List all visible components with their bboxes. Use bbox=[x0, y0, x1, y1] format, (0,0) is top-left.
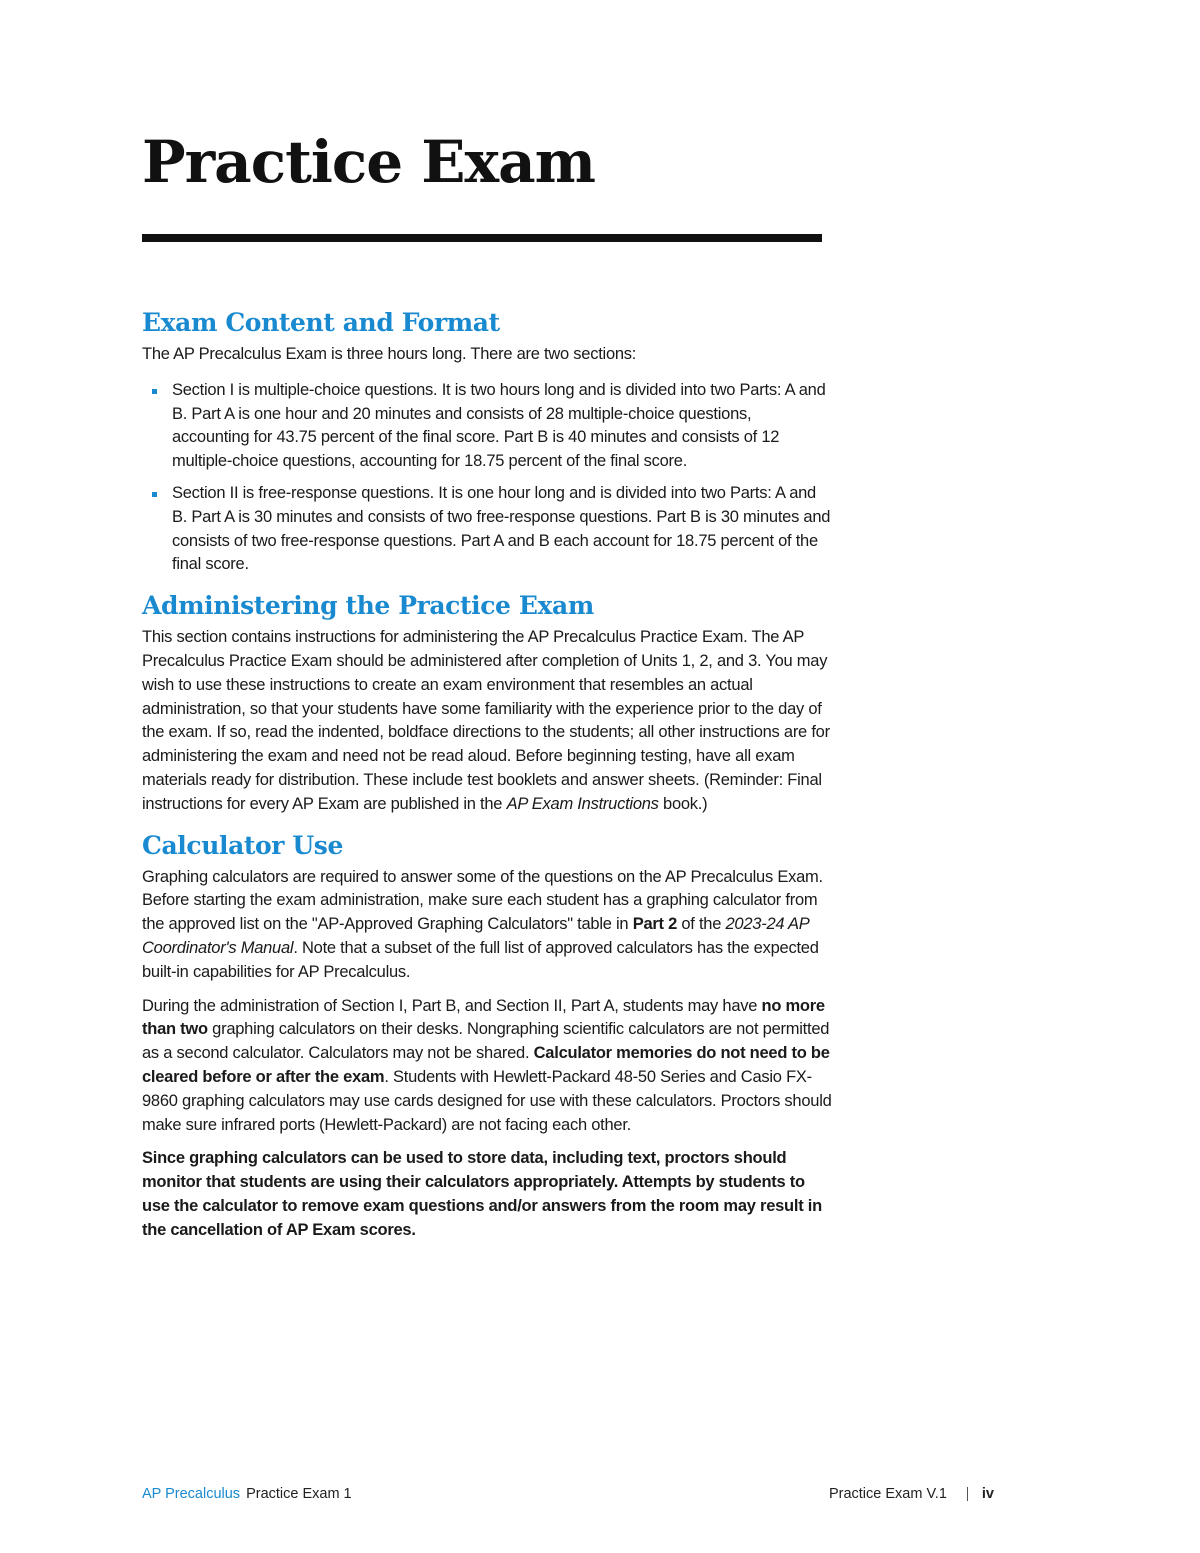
footer-doc: Practice Exam 1 bbox=[246, 1486, 352, 1502]
list-item bbox=[142, 482, 832, 577]
calculator-text: During the administration of Section I, Part B, and Section II, Part A, students may have bbox=[142, 996, 762, 1015]
list-item-text: Section I is multiple-choice questions. It is two hours long and is divided into two Parts: A and B. Part A is one hour and 20 minutes and consists of 28 multiple-choice questions, accounting for 43.75 percent of the final score. Part B is 40 minutes and consists of 12 multiple-choice questions, accounting for 18.75 percent of the final score. bbox=[172, 380, 826, 471]
heading-administering: Administering the Practice Exam bbox=[142, 591, 594, 621]
section-list bbox=[142, 379, 832, 577]
page-title: Practice Exam bbox=[142, 128, 596, 196]
page-number: iv bbox=[981, 1486, 994, 1502]
section-calculator bbox=[142, 831, 832, 1243]
bullet-icon bbox=[152, 389, 157, 394]
administering-text-end: book.) bbox=[658, 794, 708, 813]
heading-calculator: Calculator Use bbox=[142, 830, 343, 860]
calculator-text: . Note that a subset of the full list of approved calculators has the expected built-in capabilities for AP Precalculus. bbox=[142, 938, 819, 981]
list-item-text: Section II is free-response questions. It is one hour long and is divided into two Parts: A and B. Part A is 30 minutes and consists of two free-response questions. Part B is 30 minutes and consists of two free-response questions. Part A and B each account for 18.75 percent of the final score. bbox=[172, 483, 831, 574]
calculator-text: of the bbox=[677, 915, 726, 934]
calculator-warning: Since graphing calculators can be used to store data, including text, proctors should monitor that students are using their calculators appropriately. Attempts by students to use the calculator to remove exam questions and/or answers from the room may result in the cancellation of AP Exam scores. bbox=[142, 1149, 822, 1239]
instructions-book-title: AP Exam Instructions bbox=[506, 794, 659, 813]
calculator-text: graphing calculators on their desks. Nongraphing scientific calculators are not permitted as a second calculator. Calculators may not be shared. bbox=[142, 1020, 830, 1063]
bullet-icon bbox=[152, 492, 157, 497]
calculator-bold-memory: Calculator memories do not need to be cleared before or after the exam bbox=[142, 1044, 830, 1086]
calculator-paragraph-1 bbox=[142, 866, 832, 985]
footer-left bbox=[142, 1486, 352, 1502]
calculator-paragraph-3 bbox=[142, 1147, 832, 1242]
title-rule bbox=[142, 234, 822, 242]
coordinator-manual-title: 2023-24 AP Coordinator's Manual bbox=[142, 915, 809, 957]
calculator-text: Graphing calculators are required to answer some of the questions on the AP Precalculus Exam. Before starting the exam administration, make sure each student has a graphing calculator from the approved list on the "AP-Approved Graphing Calculators" table in bbox=[142, 867, 823, 934]
content-format-intro: The AP Precalculus Exam is three hours long. There are two sections: bbox=[142, 345, 637, 363]
list-item bbox=[142, 379, 832, 474]
footer-version: Practice Exam V.1 bbox=[828, 1486, 947, 1502]
footer-divider bbox=[967, 1487, 968, 1501]
calculator-bold-part: Part 2 bbox=[632, 915, 678, 934]
main-content bbox=[142, 308, 832, 1257]
section-content-format bbox=[142, 308, 832, 577]
footer-course: AP Precalculus bbox=[142, 1486, 241, 1502]
heading-content-format: Exam Content and Format bbox=[142, 308, 500, 337]
administering-text: This section contains instructions for administering the AP Precalculus Practice Exam. The AP Precalculus Practice Exam should be administered after completion of Units 1, 2, and 3. You may wish to use these instructions to create an exam environment that resembles an actual administration, so that your students have some familiarity with the experience prior to the day of the exam. If so, read the indented, boldface directions to the students; all other instructions are for administering the exam and need not be read aloud. Before beginning testing, have all exam materials ready for distribution. These include test booklets and answer sheets. (Reminder: Final instructions for every AP Exam are published in the bbox=[142, 628, 830, 813]
footer-right bbox=[829, 1486, 994, 1502]
section-administering bbox=[142, 591, 832, 816]
calculator-paragraph-2 bbox=[142, 995, 832, 1138]
calculator-text: . Students with Hewlett-Packard 48-50 Series and Casio FX-9860 graphing calculators may use cards designed for use with these calculators. Proctors should make sure infrared ports (Hewlett-Packard) are not facing each other. bbox=[142, 1067, 832, 1134]
calculator-bold-limit: no more than two bbox=[142, 996, 825, 1039]
administering-paragraph bbox=[142, 626, 832, 816]
